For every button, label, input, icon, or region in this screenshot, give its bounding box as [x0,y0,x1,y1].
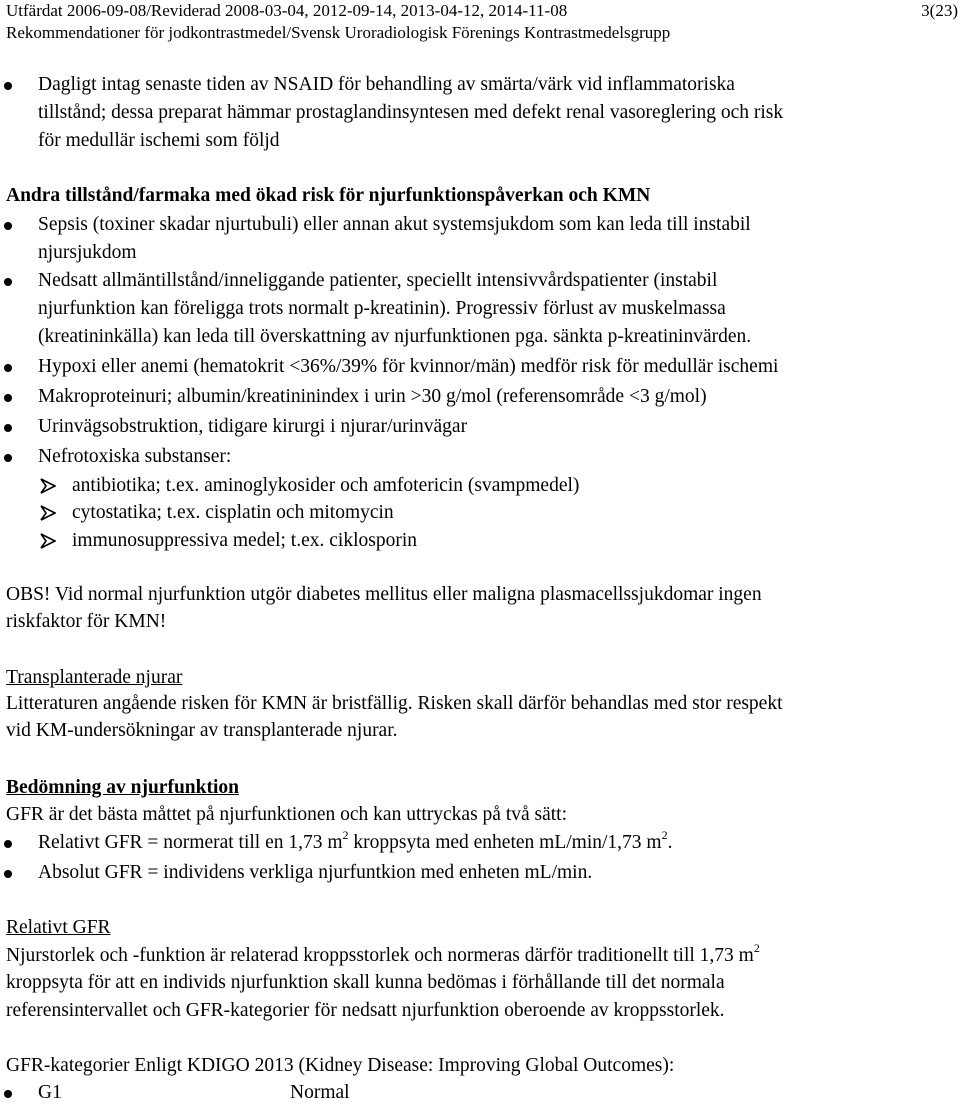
obs-line-1: OBS! Vid normal njurfunktion utgör diabetes mellitus eller maligna plasmacellssjukdomar ingen [6,584,762,605]
nsaid-line-1: Dagligt intag senaste tiden av NSAID för behandling av smärta/värk vid inflammatoriska [38,74,735,95]
gfr-category-code: G1 [38,1082,62,1103]
obstruction-item: Urinvägsobstruktion, tidigare kirurgi i njurar/urinvägar [38,416,468,437]
substance-item: antibiotika; t.ex. aminoglykosider och amfotericin (svampmedel) [72,475,580,496]
bullet-icon [4,222,12,230]
assessment-intro: GFR är det bästa måttet på njurfunktionen och kan uttryckas på två sätt: [6,804,568,825]
sepsis-line-2: njursjukdom [38,242,137,263]
arrow-bullet-icon [40,478,56,494]
bullet-icon [4,870,12,878]
transplant-line-2: vid KM-undersökningar av transplanterade njurar. [6,720,398,741]
arrow-bullet-icon [40,505,56,521]
bullet-icon [4,454,12,462]
gfr-category-label: Normal [290,1082,350,1103]
page-number: 3(23) [921,1,958,20]
bullet-icon [4,82,12,90]
reduced-health-line-3: (kreatininkälla) kan leda till överskattning av njurfunktionen pga. sänkta p-kreatininvärden. [38,326,752,347]
other-conditions-heading: Andra tillstånd/farmaka med ökad risk för njurfunktionspåverkan och KMN [6,185,651,206]
gfr-categories-heading: GFR-kategorier Enligt KDIGO 2013 (Kidney Disease: Improving Global Outcomes): [6,1055,675,1076]
bullet-icon [4,424,12,432]
transplant-line-1: Litteraturen angående risken för KMN är bristfällig. Risken skall därför behandlas med stor respekt [6,693,783,714]
relative-gfr-line-3: referensintervallet och GFR-kategorier för nedsatt njurfunktion oberoende av kroppsstorlek. [6,1000,725,1021]
hypoxia-item: Hypoxi eller anemi (hematokrit <36%/39% för kvinnor/män) medför risk för medullär ischemi [38,356,779,377]
relative-gfr-heading: Relativt GFR [6,917,111,938]
relative-gfr-line-2: kroppsyta för att en individs njurfunktion skall kunna bedömas i förhållande till det normala [6,972,725,993]
substance-item: immunosuppressiva medel; t.ex. ciklosporin [72,530,417,551]
bullet-icon [4,1090,12,1098]
obs-line-2: riskfaktor för KMN! [6,611,167,632]
nsaid-line-2: tillstånd; dessa preparat hämmar prostaglandinsyntesen med defekt renal vasoreglering och risk [38,102,784,123]
bullet-icon [4,840,12,848]
relative-gfr-definition: Relativt GFR = normerat till en 1,73 $m^2$ kroppsyta med enheten mL/min/1,73 $m^2$. [38,828,673,853]
bullet-icon [4,394,12,402]
header-revision-line: Utfärdat 2006-09-08/Reviderad 2008-03-04, 2012-09-14, 2013-04-12, 2014-11-08 [6,1,568,20]
bullet-icon [4,364,12,372]
header-title-line: Rekommendationer för jodkontrastmedel/Svensk Uroradiologisk Förenings Kontrastmedelsgrupp [6,23,671,42]
reduced-health-line-1: Nedsatt allmäntillstånd/inneliggande patienter, speciellt intensivvårdspatienter (instabil [38,270,718,291]
substance-item: cytostatika; t.ex. cisplatin och mitomycin [72,502,394,523]
nsaid-line-3: för medullär ischemi som följd [38,130,280,151]
proteinuria-item: Makroproteinuri; albumin/kreatininindex i urin >30 g/mol (referensområde <3 g/mol) [38,386,707,407]
absolute-gfr-definition: Absolut GFR = individens verkliga njurfuntkion med enheten mL/min. [38,862,593,883]
transplant-heading: Transplanterade njurar [6,667,183,688]
sepsis-line-1: Sepsis (toxiner skadar njurtubuli) eller annan akut systemsjukdom som kan leda till instabil [38,214,751,235]
bullet-icon [4,278,12,286]
nephrotoxic-item: Nefrotoxiska substanser: [38,446,232,467]
assessment-heading: Bedömning av njurfunktion [6,777,239,798]
relative-gfr-line-1: Njurstorlek och -funktion är relaterad kroppsstorlek och normeras därför traditionellt till 1,73 $m^2$ [6,941,760,966]
arrow-bullet-icon [40,533,56,549]
reduced-health-line-2: njurfunktion kan föreligga trots normalt p-kreatinin). Progressiv förlust av muskelmassa [38,298,726,319]
